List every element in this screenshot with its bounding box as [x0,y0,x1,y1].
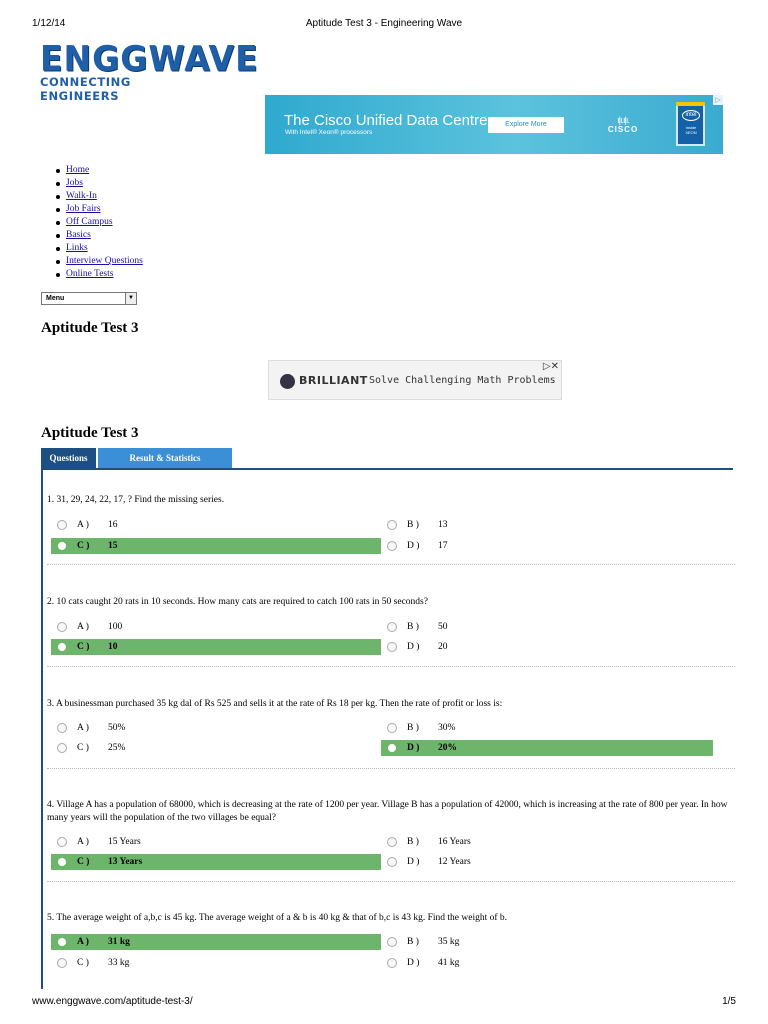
option-letter: C ) [77,857,90,867]
option-a[interactable] [51,517,381,533]
option-value: 20% [438,743,457,753]
nav-link-home[interactable]: Home [66,165,90,175]
intel-badge-text: Inside XEON [685,125,697,135]
radio-button[interactable] [57,723,67,733]
question-separator [47,564,735,565]
nav-link-jobs[interactable]: Jobs [66,178,83,188]
brilliant-slogan: Solve Challenging Math Problems [369,375,556,386]
question-2 [47,596,737,668]
radio-button[interactable] [387,958,397,968]
option-value: 50% [108,723,126,733]
chevron-down-icon[interactable]: ▼ [125,293,136,304]
question-separator [47,768,735,769]
radio-button[interactable] [387,743,397,753]
quiz-title: Aptitude Test 3 [41,425,139,441]
print-header [32,18,736,32]
tab-questions[interactable]: Questions [41,448,96,469]
radio-button[interactable] [387,723,397,733]
option-letter: A ) [77,520,89,530]
nav-item-links[interactable] [56,242,143,255]
option-letter: D ) [407,743,420,753]
nav-link-links[interactable]: Links [66,243,88,253]
option-letter: C ) [77,743,89,753]
option-value: 17 [438,541,448,551]
print-url: www.enggwave.com/aptitude-test-3/ [32,996,193,1007]
option-letter: C ) [77,642,90,652]
option-c-correct[interactable] [51,538,381,554]
ad-headline: The Cisco Unified Data Centre [284,112,488,129]
option-letter: B ) [407,520,419,530]
radio-button[interactable] [387,541,397,551]
nav-item-basics[interactable] [56,229,143,242]
question-separator [47,881,735,882]
option-letter: A ) [77,622,89,632]
nav-link-basics[interactable]: Basics [66,230,91,240]
radio-button[interactable] [57,837,67,847]
nav-item-job-fairs[interactable] [56,203,143,216]
adchoices-icon[interactable]: ▷ [713,95,723,105]
option-value: 20 [438,642,448,652]
option-b[interactable] [381,834,711,850]
option-a[interactable] [51,720,381,736]
menu-select-value: Menu [46,295,65,302]
option-letter: A ) [77,937,89,947]
option-value: 100 [108,622,123,632]
question-text: 1. 31, 29, 24, 22, 17, ? Find the missing series. [47,495,225,505]
option-d-correct[interactable] [381,740,713,756]
print-page-title: Aptitude Test 3 - Engineering Wave [305,18,463,29]
option-value: 16 Years [438,837,471,847]
option-b[interactable] [381,934,711,950]
explore-more-button[interactable]: Explore More [488,117,564,133]
nav-link-off-campus[interactable]: Off Campus [66,217,113,227]
option-value: 15 [108,541,118,551]
option-letter: B ) [407,937,419,947]
option-value: 16 [108,520,118,530]
logo-main-text: ENGGWAVE [40,38,259,79]
option-c-correct[interactable] [51,639,381,655]
brilliant-brand-text: BRILLIANT [299,374,368,387]
option-value: 13 Years [108,857,143,867]
option-letter: A ) [77,837,89,847]
option-value: 31 kg [108,937,130,947]
option-b[interactable] [381,720,713,736]
option-letter: D ) [407,642,420,652]
option-c[interactable] [51,740,381,756]
option-a-correct[interactable] [51,934,381,950]
tab-result-statistics[interactable]: Result & Statistics [98,448,232,469]
quiz-left-border [41,469,43,989]
brilliant-logo-icon [280,374,295,389]
radio-button[interactable] [57,958,67,968]
option-letter: B ) [407,622,419,632]
intel-logo-text: intel [682,110,700,121]
question-text: 3. A businessman purchased 35 kg dal of Rs 525 and sells it at the rate of Rs 18 per kg. Then the rate of profit or loss is: [47,699,503,709]
option-value: 30% [438,723,456,733]
radio-button[interactable] [387,857,397,867]
nav-item-home[interactable] [56,164,143,177]
question-text: 4. Village A has a population of 68000, which is decreasing at the rate of 1200 per year. Village B has a population of 42000, which is increasing at the rate of 800 per year. In how many years will the population of the two villages be equal? [47,800,728,823]
option-value: 35 kg [438,937,460,947]
tab-underline [41,468,733,470]
nav-link-walk-in[interactable]: Walk-In [66,191,97,201]
option-letter: D ) [407,958,420,968]
option-letter: C ) [77,541,90,551]
print-footer [32,996,736,1010]
site-logo[interactable] [40,38,259,103]
print-page-number: 1/5 [722,996,736,1007]
ad-subline: With Intel® Xeon® processors [285,129,373,136]
radio-button[interactable] [387,937,397,947]
option-d[interactable] [381,955,711,971]
nav-link-interview-questions[interactable]: Interview Questions [66,256,143,266]
option-letter: C ) [77,958,89,968]
cisco-logo [601,115,645,134]
option-letter: A ) [77,723,89,733]
option-d[interactable] [381,639,711,655]
main-nav [56,164,143,281]
option-letter: B ) [407,723,419,733]
radio-button[interactable] [387,622,397,632]
question-separator [47,666,735,667]
option-d[interactable] [381,538,711,554]
option-letter: D ) [407,857,420,867]
menu-select[interactable] [41,292,137,305]
option-value: 15 Years [108,837,141,847]
radio-button[interactable] [57,622,67,632]
logo-tagline: CONNECTING ENGINEERS [40,75,131,103]
nav-item-interview-questions[interactable] [56,255,143,268]
nav-link-job-fairs[interactable]: Job Fairs [66,204,101,214]
cisco-banner-ad[interactable] [265,95,723,154]
nav-item-off-campus[interactable] [56,216,143,229]
radio-button[interactable] [57,642,67,652]
option-b[interactable] [381,619,711,635]
cisco-brand-text: CISCO [607,125,639,134]
radio-button[interactable] [57,541,67,551]
option-c-correct[interactable] [51,854,381,870]
radio-button[interactable] [57,743,67,753]
option-b[interactable] [381,517,711,533]
print-date: 1/12/14 [32,18,66,29]
option-a[interactable] [51,834,381,850]
question-text: 5. The average weight of a,b,c is 45 kg. The average weight of a & b is 40 kg & that of b,c is 43 kg. Find the weight of b. [47,913,508,923]
radio-button[interactable] [387,520,397,530]
question-5 [47,912,737,984]
radio-button[interactable] [387,837,397,847]
question-4 [47,799,737,883]
radio-button[interactable] [387,642,397,652]
nav-item-online-tests[interactable] [56,268,143,281]
option-value: 50 [438,622,448,632]
question-3 [47,698,737,770]
option-letter: D ) [407,541,420,551]
brilliant-banner-ad[interactable] [268,360,562,400]
option-value: 10 [108,642,118,652]
intel-badge-icon [676,102,705,146]
option-c[interactable] [51,955,381,971]
ad-close-icon[interactable]: ▷✕ [542,361,559,372]
nav-item-jobs[interactable] [56,177,143,190]
nav-item-walk-in[interactable] [56,190,143,203]
option-value: 25% [108,743,126,753]
radio-button[interactable] [57,937,67,947]
radio-button[interactable] [57,520,67,530]
option-value: 12 Years [438,857,471,867]
option-value: 41 kg [438,958,460,968]
option-a[interactable] [51,619,381,635]
option-letter: B ) [407,837,419,847]
page-title: Aptitude Test 3 [41,320,139,336]
question-text: 2. 10 cats caught 20 rats in 10 seconds. How many cats are required to catch 100 rats in 50 seconds? [47,597,428,607]
question-1 [47,494,737,566]
option-d[interactable] [381,854,711,870]
nav-link-online-tests[interactable]: Online Tests [66,269,114,279]
radio-button[interactable] [57,857,67,867]
option-value: 33 kg [108,958,130,968]
option-value: 13 [438,520,448,530]
cisco-bars-icon: ı|ı.ı|ı. [617,115,629,125]
